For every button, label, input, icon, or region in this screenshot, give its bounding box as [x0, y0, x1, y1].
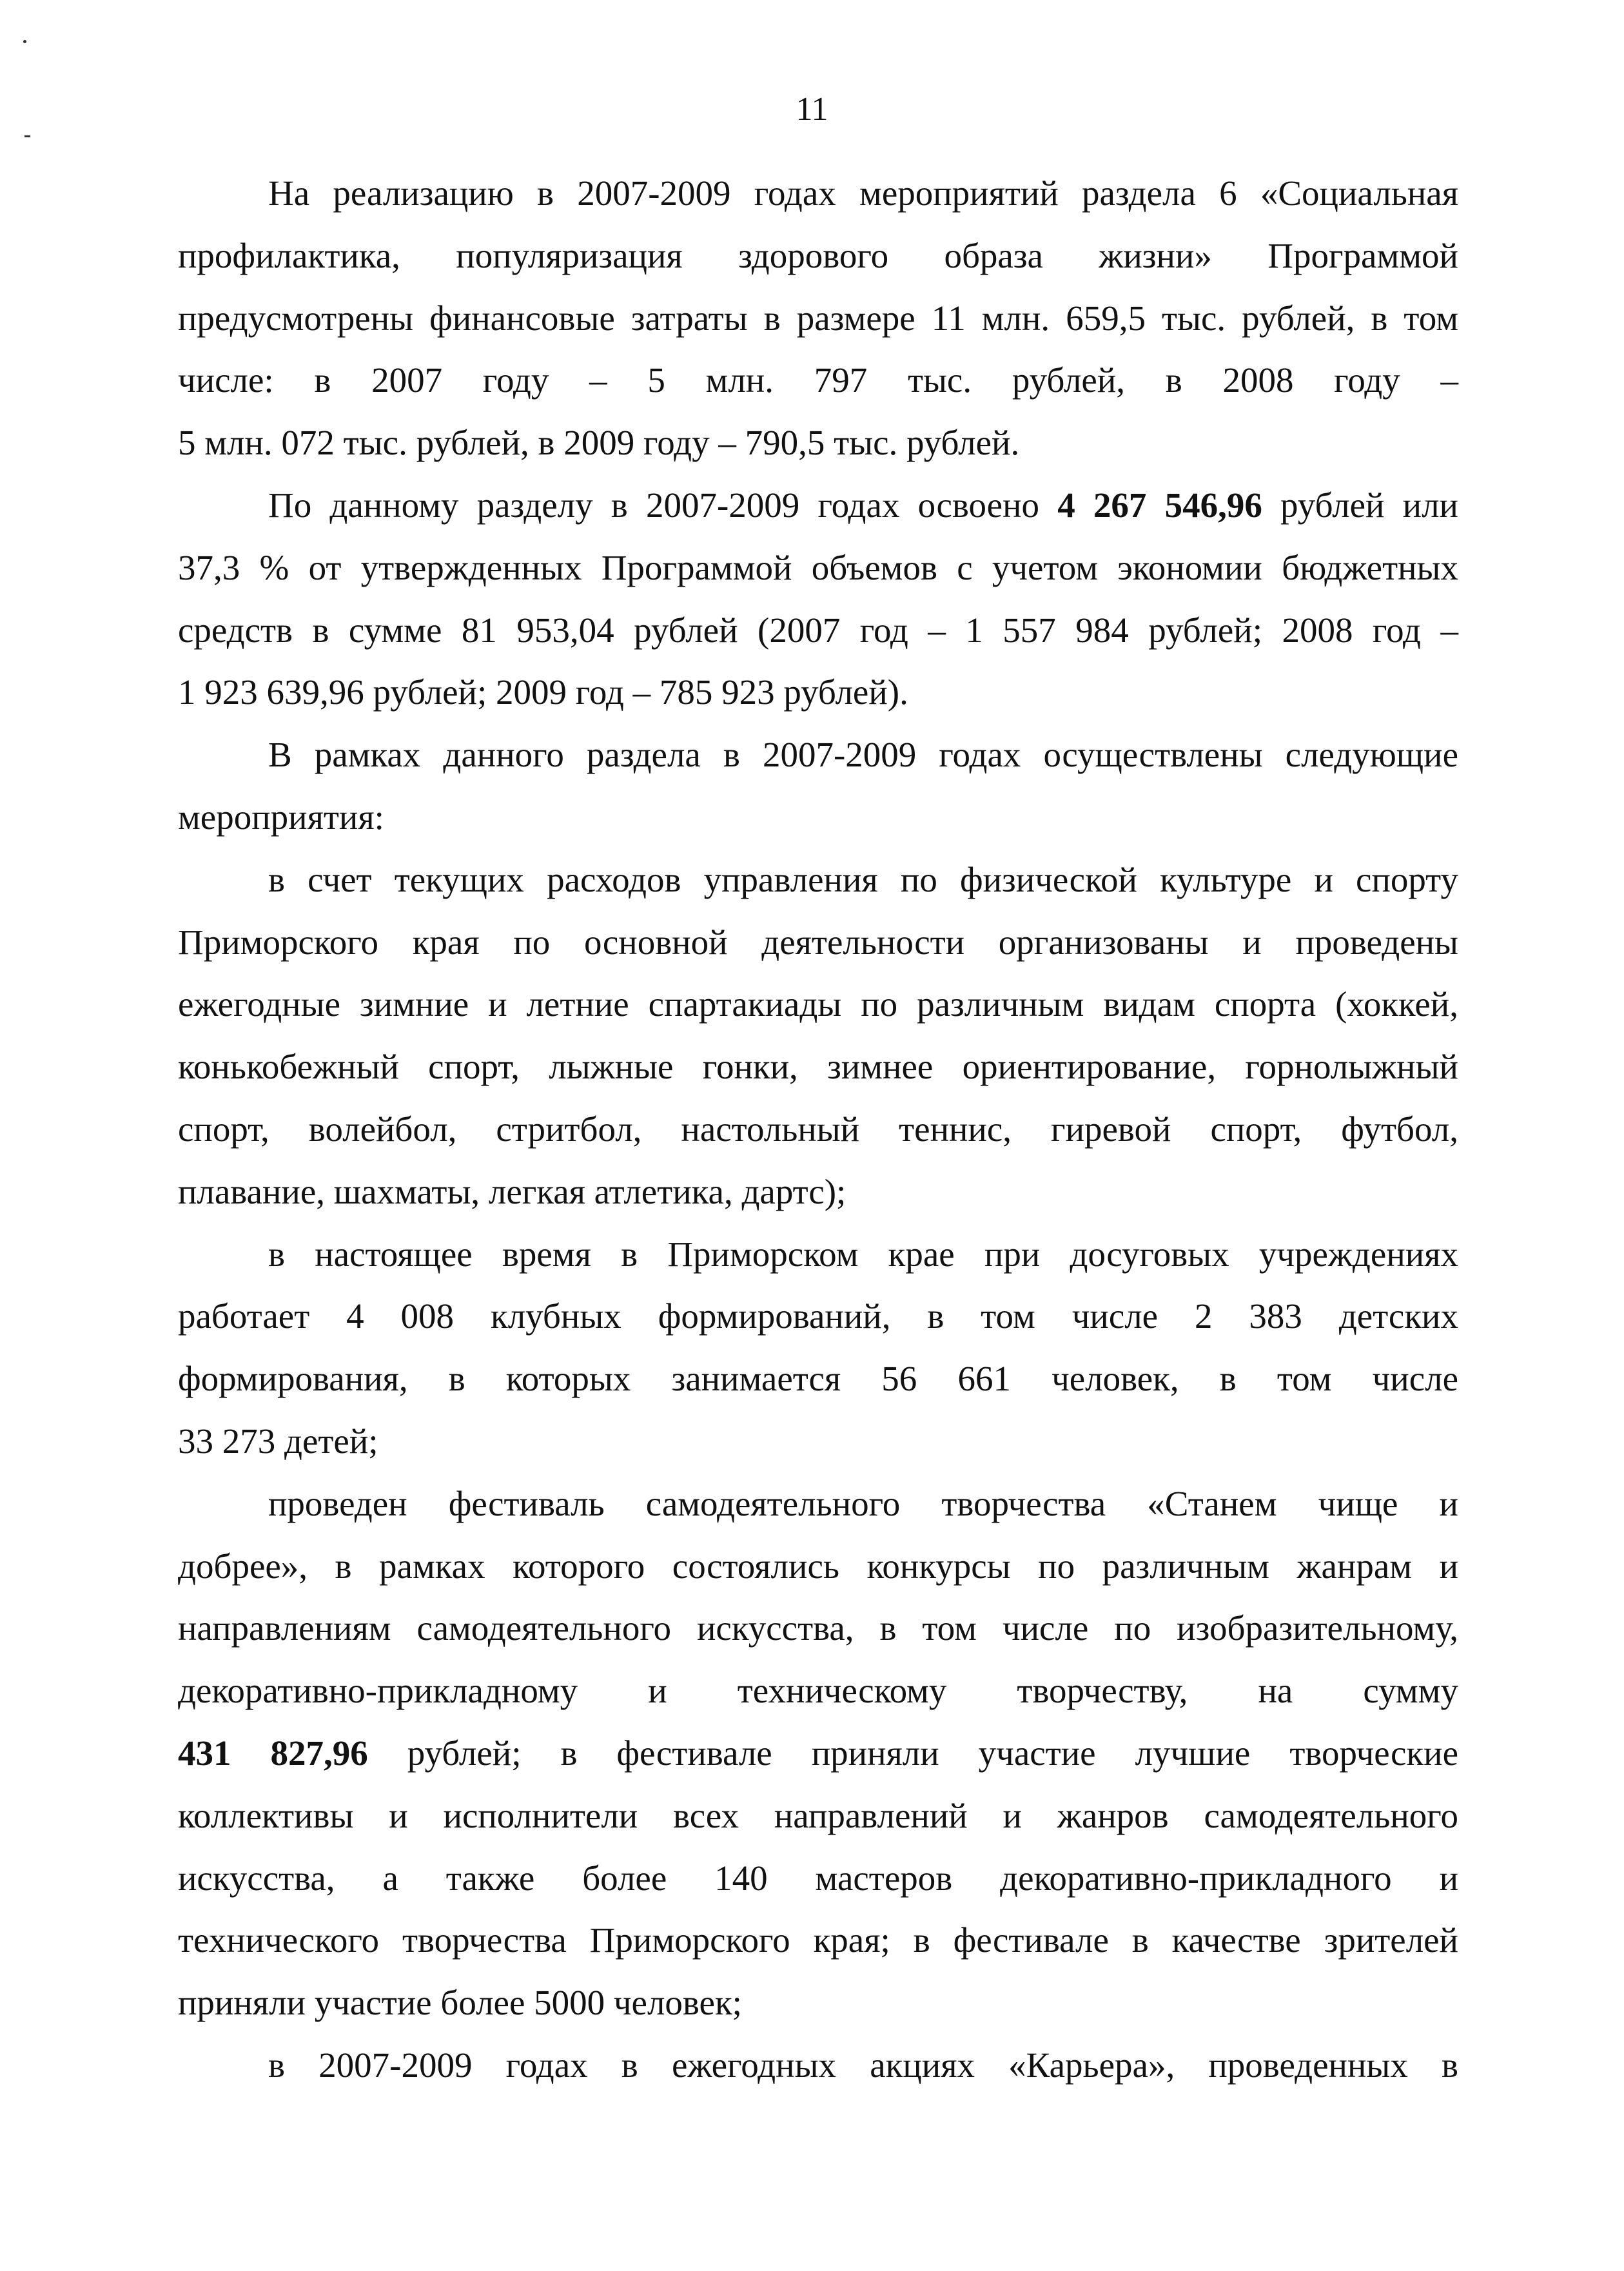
- paragraph-4-line: формирования, в которых занимается 56 661 человек, в том числе: [178, 1359, 1458, 1399]
- scan-speck: [23, 40, 26, 43]
- paragraph-6-line: в 2007-2009 годах в ежегодных акциях «Карьера», проведенных в: [268, 2045, 1458, 2085]
- paragraph-0-line: числе: в 2007 году – 5 млн. 797 тыс. рублей, в 2008 году –: [178, 360, 1458, 400]
- line-text: По данному разделу в 2007-2009 годах освоено: [268, 485, 1058, 525]
- paragraph-5-line: [178, 1722, 1458, 1785]
- paragraph-4-line: в настоящее время в Приморском крае при досуговых учреждениях: [268, 1234, 1458, 1274]
- paragraph-5-line: коллективы и исполнители всех направлений и жанров самодеятельного: [178, 1795, 1458, 1835]
- bold-amount: 431 827,96: [178, 1733, 368, 1773]
- line-text: рублей или: [1262, 485, 1458, 525]
- paragraph-0-line: На реализацию в 2007-2009 годах мероприятий раздела 6 «Социальная: [268, 173, 1458, 213]
- paragraph-3-line: ежегодные зимние и летние спартакиады по различным видам спорта (хоккей,: [178, 984, 1458, 1024]
- paragraph-3-line: спорт, волейбол, стритбол, настольный теннис, гиревой спорт, футбол,: [178, 1109, 1458, 1149]
- paragraph-1-line: [178, 474, 1458, 537]
- paragraph-5-line: искусства, а также более 140 мастеров декоративно-прикладного и: [178, 1858, 1458, 1898]
- document-body: [178, 162, 1458, 2097]
- paragraph-5-line: технического творчества Приморского края; в фестивале в качестве зрителей: [178, 1920, 1458, 1960]
- line-text: рублей; в фестивале приняли участие лучшие творческие: [367, 1733, 1458, 1773]
- scan-speck: [24, 135, 30, 137]
- paragraph-5-line: добрее», в рамках которого состоялись конкурсы по различным жанрам и: [178, 1546, 1458, 1586]
- paragraph-5-line: приняли участие более 5000 человек;: [178, 1983, 742, 2023]
- paragraph-2-line: В рамках данного раздела в 2007-2009 годах осуществлены следующие: [268, 735, 1458, 775]
- paragraph-1-line: 37,3 % от утвержденных Программой объемов с учетом экономии бюджетных: [178, 547, 1458, 587]
- page-number: 11: [796, 91, 828, 128]
- paragraph-0-line: предусмотрены финансовые затраты в размере 11 млн. 659,5 тыс. рублей, в том: [178, 298, 1458, 338]
- paragraph-3-line: конькобежный спорт, лыжные гонки, зимнее ориентирование, горнолыжный: [178, 1047, 1458, 1087]
- paragraph-5-line: проведен фестиваль самодеятельного творчества «Станем чище и: [268, 1483, 1458, 1523]
- paragraph-4-line: работает 4 008 клубных формирований, в том числе 2 383 детских: [178, 1296, 1458, 1336]
- paragraph-4-line: 33 273 детей;: [178, 1421, 378, 1461]
- paragraph-1-line: 1 923 639,96 рублей; 2009 год – 785 923 рублей).: [178, 672, 908, 712]
- bold-amount: 4 267 546,96: [1057, 485, 1262, 525]
- paragraph-3-line: Приморского края по основной деятельности организованы и проведены: [178, 922, 1458, 962]
- paragraph-0-line: профилактика, популяризация здорового образа жизни» Программой: [178, 235, 1458, 275]
- paragraph-5-line: декоративно-прикладному и техническому творчеству, на сумму: [178, 1671, 1458, 1711]
- paragraph-0-line: 5 млн. 072 тыс. рублей, в 2009 году – 790,5 тыс. рублей.: [178, 423, 1020, 463]
- paragraph-1-line: средств в сумме 81 953,04 рублей (2007 год – 1 557 984 рублей; 2008 год –: [178, 610, 1458, 650]
- paragraph-3-line: в счет текущих расходов управления по физической культуре и спорту: [268, 859, 1458, 899]
- paragraph-3-line: плавание, шахматы, легкая атлетика, дартс);: [178, 1171, 846, 1211]
- paragraph-2-line: мероприятия:: [178, 797, 384, 837]
- paragraph-5-line: направлениям самодеятельного искусства, в том числе по изобразительному,: [178, 1608, 1458, 1648]
